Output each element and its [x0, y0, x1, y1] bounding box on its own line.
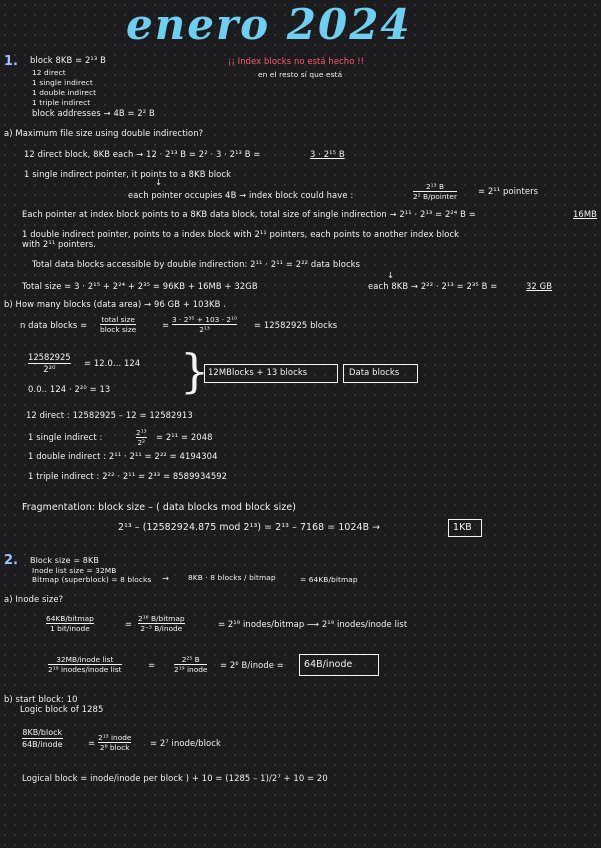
size-fraction	[100, 315, 136, 334]
pointer-size-line: each pointer occupies 4B → index block could have :	[128, 190, 354, 200]
arrow-down: ↓	[155, 177, 163, 187]
single-pointer-line: 1 single indirect pointer, it points to a 8KB block	[24, 169, 232, 179]
fragmentation-label: Fragmentation: block size – ( data blocks mod block size)	[22, 502, 296, 513]
note-line: Inode list size = 32MB	[32, 566, 117, 575]
fraction-denominator: 2²	[137, 438, 146, 447]
note-line: block 8KB = 2¹³ B	[30, 55, 106, 65]
note-line: 1 double indirect	[32, 88, 97, 97]
direct-count-line: 12 direct : 12582925 – 12 = 12582913	[26, 410, 193, 420]
bitmap-result: = 64KB/bitmap	[300, 575, 358, 584]
blocks-fraction	[172, 315, 237, 334]
equals-sign: =	[88, 738, 96, 748]
equals-sign: =	[162, 320, 170, 330]
note-line: Block size = 8KB	[30, 556, 99, 565]
fraction-denominator: 2¹⁹ inode	[174, 665, 208, 674]
question-a: a) Inode size?	[4, 594, 64, 604]
fraction-denominator: 2² B/pointer	[413, 192, 458, 201]
fraction-numerator: 2²⁵ B	[181, 655, 200, 664]
inodes-per-block-result: = 2⁷ inode/block	[150, 738, 221, 748]
inode-fraction	[138, 614, 185, 633]
double-count-line: 1 double indirect : 2¹¹ · 2¹¹ = 2²² = 4194304	[28, 451, 218, 461]
single-count-label: 1 single indirect :	[28, 432, 103, 442]
fraction-numerator: 64KB/bitmap	[46, 614, 94, 623]
double-pointer-line: 1 double indirect pointer, points to a index block with 2¹¹ pointers, each points to another index block	[22, 229, 460, 239]
pointers-result: = 2¹¹ pointers	[478, 186, 539, 196]
direct-blocks-line: 12 direct block, 8KB each → 12 · 2¹³ B = 2² · 3 · 2¹³ B =	[24, 149, 261, 159]
data-blocks-size-line: each 8KB → 2²² · 2¹³ = 2³⁵ B =	[368, 281, 498, 291]
question-a: a) Maximum file size using double indirection?	[4, 128, 204, 138]
equals-sign: =	[148, 660, 156, 670]
division-fraction	[28, 352, 71, 375]
fraction-numerator: 2¹⁶ B/bitmap	[138, 614, 185, 623]
note-line: 12 direct	[32, 68, 66, 77]
fraction-numerator: 8KB/block	[22, 728, 63, 737]
total-blocks-line: Total data blocks accessible by double indirection: 2¹¹ · 2¹¹ = 2²² data blocks	[32, 259, 361, 269]
inode-size-result: = 2⁶ B/inode =	[220, 660, 284, 670]
section-1-number: 1.	[4, 54, 18, 69]
fraction-numerator: 3 · 2³⁵ + 103 · 2¹⁰	[172, 315, 238, 324]
fraction-denominator: 2²⁰	[43, 364, 56, 374]
triple-count-line: 1 triple indirect : 2²² · 2¹¹ = 2³³ = 8589934592	[28, 471, 228, 481]
single-indirection-result: 16MB	[573, 209, 598, 219]
question-b: b) How many blocks (data area) → 96 GB + 103KB .	[4, 299, 226, 309]
fraction-numerator: 12582925	[28, 352, 71, 362]
total-size-line: Total size = 3 · 2¹⁵ + 2²⁴ + 2³⁵ = 96KB + 16MB + 32GB	[22, 281, 258, 291]
inode-fraction	[46, 614, 94, 633]
fraction-numerator: total size	[101, 315, 135, 324]
logical-block-line: Logical block = inode/inode per block ) + 10 = (1285 – 1)/2⁷ + 10 = 20	[22, 773, 328, 783]
logic-block-line: Logic block of 1285	[20, 704, 104, 714]
curly-brace: }	[180, 344, 210, 398]
data-blocks-box-text: Data blocks	[349, 367, 400, 377]
warning-text: ¡¡ Index blocks no está hecho !!	[228, 56, 365, 66]
fragmentation-result: 1KB	[453, 522, 472, 533]
inode-result: = 2¹⁹ inodes/bitmap ⟶ 2¹⁹ inodes/inode list	[218, 619, 408, 629]
single-count-fraction	[136, 428, 147, 447]
division-result: = 12.0... 124	[84, 358, 141, 368]
bitmap-calc: 8KB · 8 blocks / bitmap	[188, 573, 276, 582]
warning-subtext: en el resto sí que está	[258, 70, 343, 79]
inode-size-box-text: 64B/inode	[304, 659, 353, 670]
single-indirection-line: Each pointer at index block points to a 8KB data block, total size of single indirection → 2¹¹ · 2¹³ = 2²⁴ B =	[22, 209, 476, 219]
block-fraction	[98, 733, 131, 752]
block-fraction	[22, 727, 63, 750]
note-line: Bitmap (superblock) = 8 blocks	[32, 575, 152, 584]
question-b: b) start block: 10	[4, 694, 78, 704]
fraction-denominator: 2¹⁹ inodes/inode list	[48, 665, 122, 674]
pointers-fraction	[413, 182, 457, 201]
double-pointer-line: with 2¹¹ pointers.	[22, 239, 96, 249]
fraction-numerator: 32MB/inode list	[56, 655, 114, 664]
note-line: 1 single indirect	[32, 78, 93, 87]
n-data-label: n data blocks =	[20, 320, 88, 330]
blocks-box-text: 12MBlocks + 13 blocks	[208, 367, 308, 377]
note-line: block addresses → 4B = 2² B	[32, 108, 155, 118]
fraction-denominator: 64B/inode	[22, 740, 63, 749]
fraction-denominator: block size	[100, 325, 137, 334]
single-count-result: = 2¹¹ = 2048	[156, 432, 213, 442]
arrow-down: ↓	[387, 270, 395, 280]
page-title: enero 2024	[126, 0, 412, 49]
remainder-line: 0.0.. 124 · 2²⁰ = 13	[28, 384, 111, 394]
fraction-denominator: 2⁻³ B/inode	[140, 624, 183, 633]
note-line: 1 triple indirect	[32, 98, 91, 107]
fraction-numerator: 2¹³ B	[425, 182, 445, 191]
fraction-denominator: 1 bit/inode	[50, 624, 90, 633]
arrow-right: →	[162, 573, 170, 583]
direct-blocks-result: 3 · 2¹⁵ B	[310, 149, 345, 159]
n-data-result: = 12582925 blocks	[254, 320, 338, 330]
fragmentation-equation: 2¹³ – (12582924.875 mod 2¹³) = 2¹³ – 7168 = 1024B →	[118, 522, 381, 533]
fraction-numerator: 2¹³	[136, 428, 147, 437]
fraction-denominator: 2⁶ block	[99, 743, 130, 752]
data-blocks-size-result: 32 GB	[526, 281, 553, 291]
equals-sign: =	[125, 619, 133, 629]
fraction-denominator: 2¹³	[199, 325, 210, 334]
section-2-number: 2.	[4, 553, 18, 568]
inode-list-fraction	[48, 655, 122, 674]
inode-list-fraction	[174, 655, 207, 674]
fraction-numerator: 2¹³ inode	[98, 733, 132, 742]
